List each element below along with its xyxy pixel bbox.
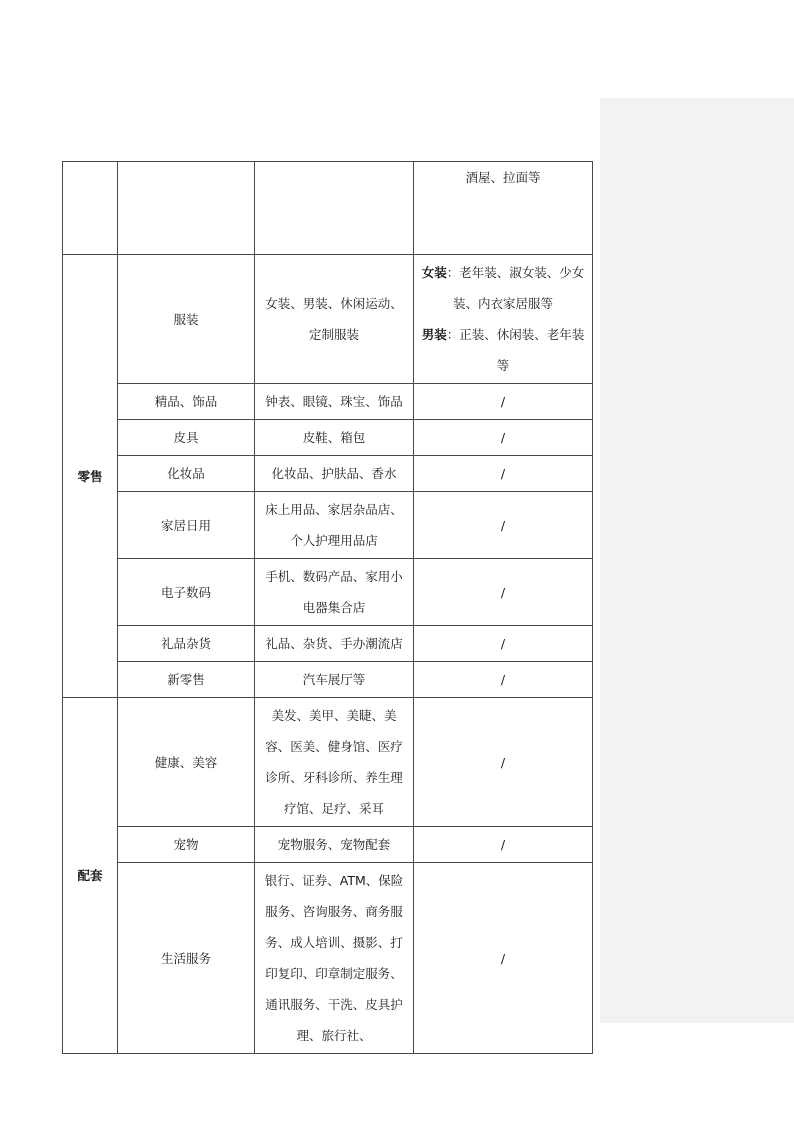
subcategory-cell: 新零售	[118, 662, 255, 698]
detail-cell: 酒屋、拉面等	[414, 162, 593, 255]
comment-pane	[600, 98, 794, 1023]
subcategory-cell: 宠物	[118, 827, 255, 863]
subcategory-cell: 服装	[118, 255, 255, 384]
table-row	[63, 827, 593, 863]
subcategory-cell: 化妆品	[118, 456, 255, 492]
table-row	[63, 662, 593, 698]
men-label: 男装	[421, 327, 447, 342]
scope-cell: 钟表、眼镜、珠宝、饰品	[255, 384, 414, 420]
detail-cell: /	[414, 863, 593, 1054]
detail-cell: /	[414, 662, 593, 698]
scope-cell: 宠物服务、宠物配套	[255, 827, 414, 863]
women-text: ：老年装、淑女装、少女装、内衣家居服等	[446, 265, 585, 311]
category-cell-retail: 零售	[63, 255, 118, 698]
tenant-category-table	[62, 161, 593, 1054]
detail-cell: /	[414, 492, 593, 559]
subcategory-cell: 家居日用	[118, 492, 255, 559]
table-row	[63, 863, 593, 1054]
detail-cell: /	[414, 420, 593, 456]
category-cell-support: 配套	[63, 698, 118, 1054]
scope-cell: 银行、证券、ATM、保险服务、咨询服务、商务服务、成人培训、摄影、打印复印、印章制定服务、通讯服务、干洗、皮具护理、旅行社、	[255, 863, 414, 1054]
scope-cell: 皮鞋、箱包	[255, 420, 414, 456]
empty-cell	[255, 162, 414, 255]
women-detail	[420, 257, 586, 319]
detail-cell: /	[414, 456, 593, 492]
scope-cell: 化妆品、护肤品、香水	[255, 456, 414, 492]
subcategory-cell: 皮具	[118, 420, 255, 456]
scope-cell: 美发、美甲、美睫、美容、医美、健身馆、医疗诊所、牙科诊所、养生理疗馆、足疗、采耳	[255, 698, 414, 827]
scope-cell: 汽车展厅等	[255, 662, 414, 698]
scope-cell: 礼品、杂货、手办潮流店	[255, 626, 414, 662]
scope-cell: 女装、男装、休闲运动、定制服装	[255, 255, 414, 384]
table-row	[63, 255, 593, 384]
detail-cell: /	[414, 559, 593, 626]
men-detail	[420, 319, 586, 381]
empty-cell	[63, 162, 118, 255]
detail-cell: /	[414, 384, 593, 420]
table-row	[63, 626, 593, 662]
table-row	[63, 559, 593, 626]
table-row	[63, 456, 593, 492]
detail-cell: /	[414, 698, 593, 827]
subcategory-cell: 精品、饰品	[118, 384, 255, 420]
men-text: ：正装、休闲装、老年装等	[446, 327, 585, 373]
detail-cell: /	[414, 827, 593, 863]
women-label: 女装	[421, 265, 447, 280]
subcategory-cell: 健康、美容	[118, 698, 255, 827]
table-row	[63, 492, 593, 559]
detail-cell: /	[414, 626, 593, 662]
scope-cell: 手机、数码产品、家用小电器集合店	[255, 559, 414, 626]
subcategory-cell: 礼品杂货	[118, 626, 255, 662]
table-row	[63, 384, 593, 420]
subcategory-cell: 电子数码	[118, 559, 255, 626]
empty-cell	[118, 162, 255, 255]
scope-cell: 床上用品、家居杂品店、个人护理用品店	[255, 492, 414, 559]
table-row	[63, 420, 593, 456]
detail-cell	[414, 255, 593, 384]
subcategory-cell: 生活服务	[118, 863, 255, 1054]
table-row	[63, 162, 593, 255]
table-row	[63, 698, 593, 827]
